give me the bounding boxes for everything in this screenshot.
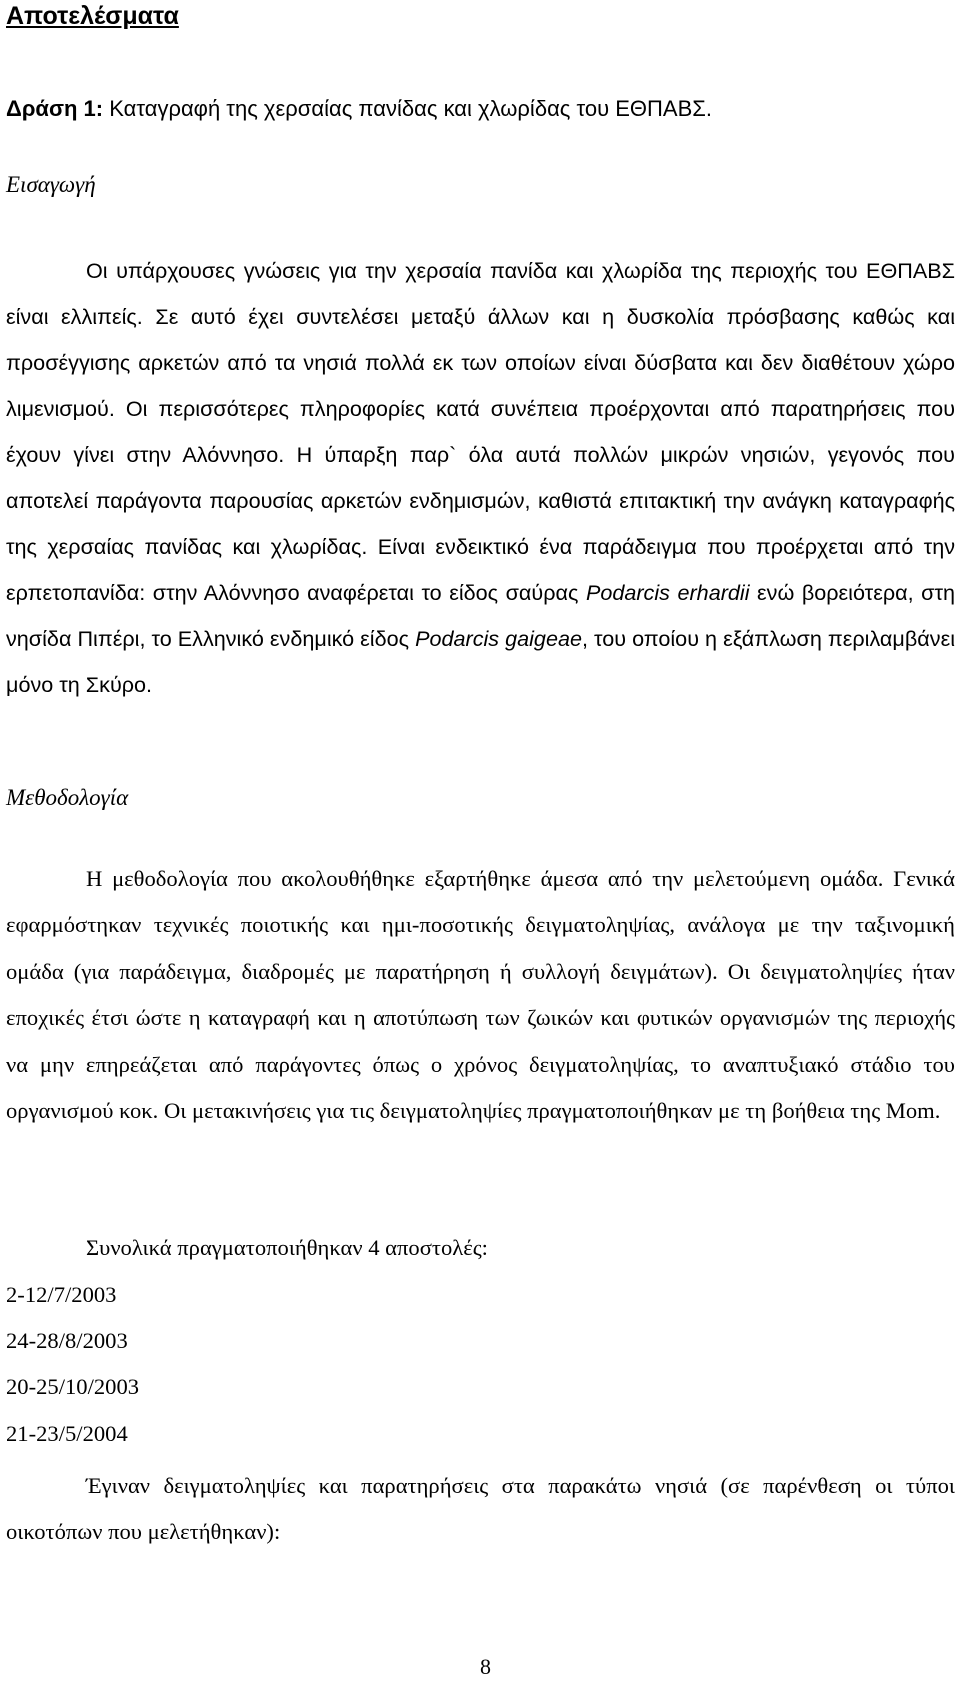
mission-date: 20-25/10/2003	[6, 1374, 140, 1399]
section-title: Αποτελέσματα	[6, 2, 179, 30]
activity-label: Δράση 1:	[6, 96, 104, 121]
intro-text-2: ενώ βορειότερα, στη νησίδα Πιπέρι, το Ελληνικό ενδημικό είδος	[6, 580, 956, 651]
activity-text: Καταγραφή της χερσαίας πανίδας και χλωρίδας του ΕΘΠΑΒΣ.	[103, 96, 712, 121]
mission-date: 21-23/5/2004	[6, 1421, 128, 1446]
page-number: 8	[480, 1654, 491, 1679]
intro-text-3: , του οποίου η εξάπλωση περιλαμβάνει μόνο τη Σκύρο.	[6, 626, 955, 697]
method-paragraph: Η μεθοδολογία που ακολουθήθηκε εξαρτήθηκε άμεσα από την μελετούμενη ομάδα. Γενικά εφαρμόστηκαν τεχνικές ποιοτικής και ημι-ποσοτικής δειγματοληψίας, ανάλογα με την ταξινομική ομάδα (για παράδειγμα, διαδρομές με παρατήρηση ή συλλογή δειγμάτων). Οι δειγματοληψίες ήταν εποχικές έτσι ώστε η καταγραφή και η αποτύπωση των ζωικών και φυτικών οργανισμών της περιοχής να μην επηρεάζεται από παράγοντες όπως ο χρόνος δειγματοληψίας, το αναπτυξιακό στάδιο του οργανισμού κοκ. Οι μετακινήσεις για τις δειγματοληψίες πραγματοποιήθηκαν με τη βοήθεια της Mom.	[6, 866, 955, 1124]
species-name: Podarcis gaigeae	[415, 626, 582, 651]
method-heading: Μεθοδολογία	[6, 785, 129, 810]
intro-heading: Εισαγωγή	[6, 172, 96, 197]
activity-heading	[6, 96, 712, 122]
missions-intro: Συνολικά πραγματοποιήθηκαν 4 αποστολές:	[86, 1235, 488, 1260]
islands-paragraph: Έγιναν δειγματοληψίες και παρατηρήσεις στα παρακάτω νησιά (σε παρένθεση οι τύποι οικοτόπων που μελετήθηκαν):	[6, 1473, 955, 1544]
intro-paragraph	[6, 248, 955, 708]
mission-date: 2-12/7/2003	[6, 1282, 117, 1307]
mission-date: 24-28/8/2003	[6, 1328, 128, 1353]
species-name: Podarcis erhardii	[585, 580, 750, 605]
intro-text-1: Οι υπάρχουσες γνώσεις για την χερσαία πανίδα και χλωρίδα της περιοχής του ΕΘΠΑΒΣ είναι ελλιπείς. Σε αυτό έχει συντελέσει μεταξύ άλλων και η δυσκολία πρόσβασης καθώς και προσέγγισης αρκετών από τα νησιά πολλά εκ των οποίων είναι δύσβατα και δεν διαθέτουν χώρο λιμενισμού. Οι περισσότερες πληροφορίες κατά συνέπεια προέρχονται από παρατηρήσεις που έχουν γίνει στην Αλόννησο. Η ύπαρξη παρ` όλα αυτά πολλών μικρών νησιών, γεγονός που αποτελεί παράγοντα παρουσίας αρκετών ενδημισμών, καθιστά επιτακτική την ανάγκη καταγραφής της χερσαίας πανίδας και χλωρίδας. Είναι ενδεικτικό ένα παράδειγμα που προέρχεται από την ερπετοπανίδα: στην Αλόννησο αναφέρεται το είδος σαύρας	[6, 258, 955, 605]
